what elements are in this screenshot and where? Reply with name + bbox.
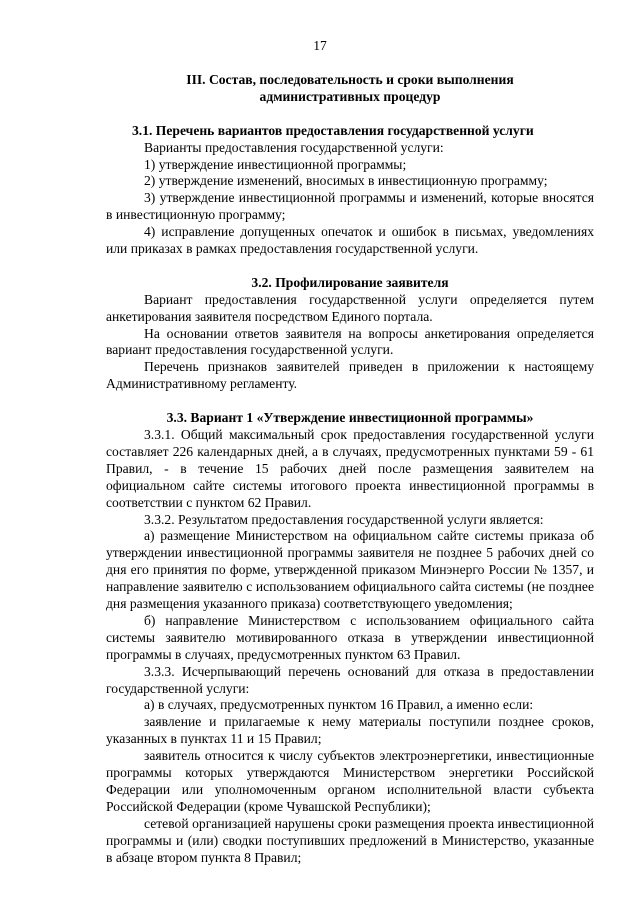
s33-paragraph: б) направление Министерством с использованием официального сайта системы заявителю мотивированного отказа в утверждении инвестиционной программы в случаях, предусмотренных пунктом 63 Правил. xyxy=(106,612,594,662)
page-content xyxy=(106,72,594,867)
main-heading-line2: административных процедур xyxy=(259,88,441,104)
s33-paragraph: а) в случаях, предусмотренных пунктом 16 Правил, а именно если: xyxy=(144,697,534,713)
s32-paragraph: Вариант предоставления государственной услуги определяется путем анкетирования заявителя посредством Единого портала. xyxy=(106,291,594,324)
s33-paragraph: сетевой организацией нарушены сроки размещения проекта инвестиционной программы и (или) сводки поступивших предложений в Министерство, указанные в абзаце втором пункта 8 Правил; xyxy=(106,815,594,865)
section-3-1-title: 3.1. Перечень вариантов предоставления государственной услуги xyxy=(132,122,534,138)
s32-paragraph: Перечень признаков заявителей приведен в приложении к настоящему Административному регламенту. xyxy=(106,359,594,392)
s31-paragraph: 1) утверждение инвестиционной программы; xyxy=(144,156,407,172)
s33-paragraph: 3.3.3. Исчерпывающий перечень оснований для отказа в предоставлении государственной услуги: xyxy=(106,663,594,696)
s33-paragraph: а) размещение Министерством на официальном сайте системы приказа об утверждении инвестиционной программы заявителя не позднее 5 рабочих дней со дня его принятия по форме, утвержденной приказом Минэнерго России № 1357, и направление заявителю с использованием официального сайта системы (не позднее дня размещения указанного приказа) соответствующего уведомления; xyxy=(106,528,594,612)
s31-paragraph: 2) утверждение изменений, вносимых в инвестиционную программу; xyxy=(144,173,548,189)
s31-paragraph: 4) исправление допущенных опечаток и ошибок в письмах, уведомлениях или приказах в рамках предоставления государственной услуги. xyxy=(106,224,594,257)
main-heading-line1: III. Состав, последовательность и сроки выполнения xyxy=(186,72,514,87)
s31-paragraph: Варианты предоставления государственной услуги: xyxy=(144,139,444,155)
s33-paragraph: заявитель относится к числу субъектов электроэнергетики, инвестиционные программы которых утверждаются Министерством энергетики Российской Федерации или уполномоченным органом исполнительной власти субъекта Российской Федерации (кроме Чувашской Республики); xyxy=(106,748,594,814)
s31-paragraph: 3) утверждение инвестиционной программы и изменений, которые вносятся в инвестиционную программу; xyxy=(106,190,594,223)
s33-paragraph: 3.3.1. Общий максимальный срок предоставления государственной услуги составляет 226 календарных дней, а в случаях, предусмотренных пунктами 59 - 61 Правил, - в течение 15 рабочих дней после размещения заявителем на официальном сайте системы итогового проекта инвестиционной программы в соответствии с пунктом 62 Правил. xyxy=(106,426,594,510)
section-3-3-title: 3.3. Вариант 1 «Утверждение инвестиционной программы» xyxy=(166,410,534,426)
s33-paragraph: заявление и прилагаемые к нему материалы поступили позднее сроков, указанных в пунктах 11 и 15 Правил; xyxy=(106,714,594,747)
page-number: 17 xyxy=(313,38,327,53)
s33-paragraph: 3.3.2. Результатом предоставления государственной услуги является: xyxy=(144,511,544,527)
s32-paragraph: На основании ответов заявителя на вопросы анкетирования определяется вариант предоставления государственной услуги. xyxy=(106,325,594,358)
section-3-2-title: 3.2. Профилирование заявителя xyxy=(251,274,449,290)
